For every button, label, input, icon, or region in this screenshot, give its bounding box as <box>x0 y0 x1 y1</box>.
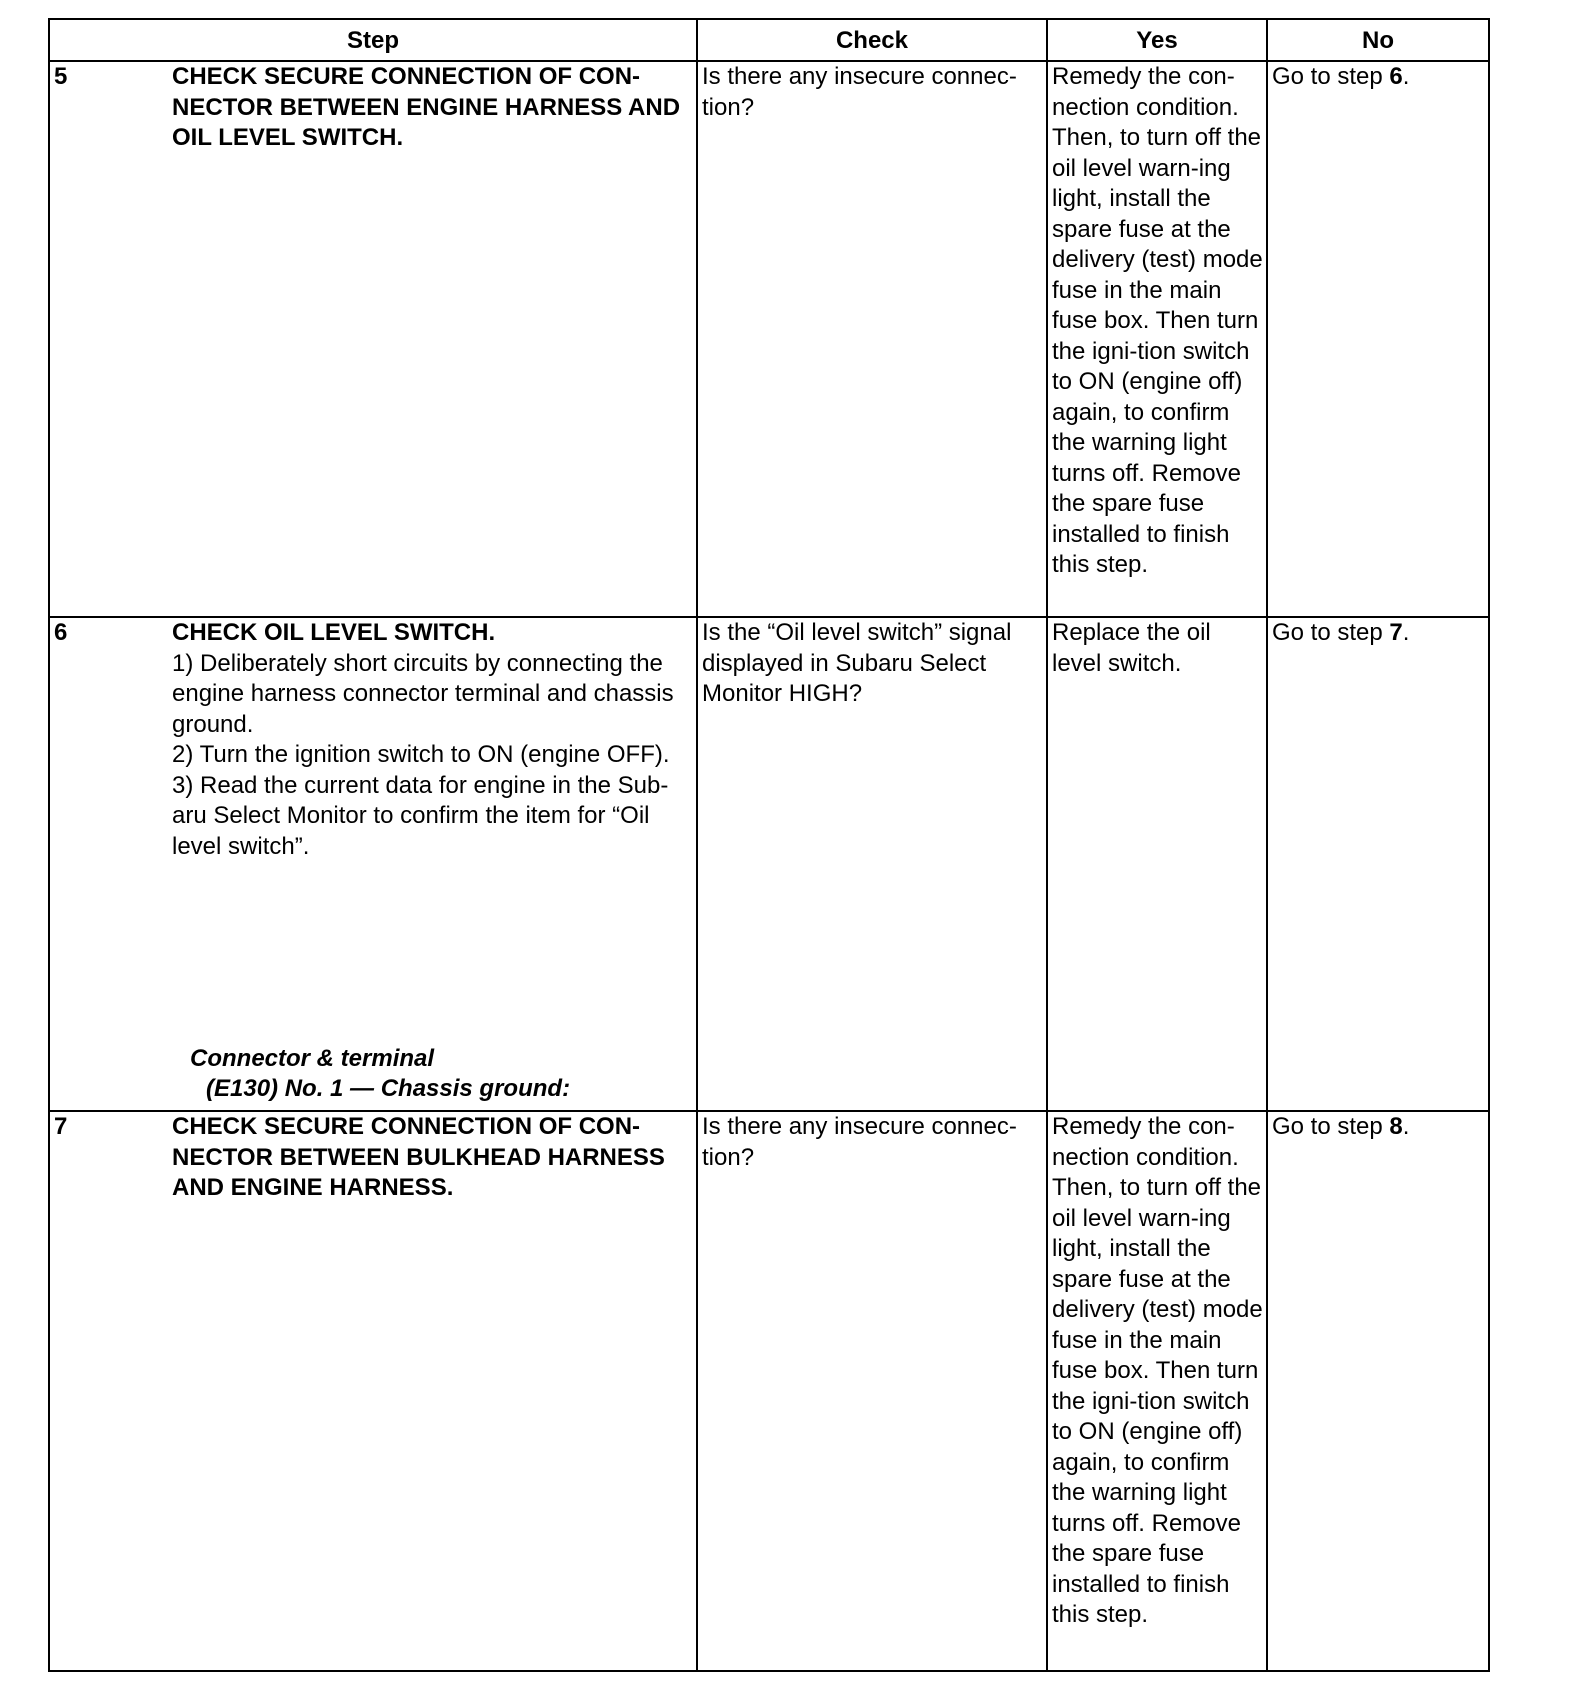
substep: 2) Turn the ignition switch to ON (engine OFF). <box>172 741 670 768</box>
no-action <box>1272 62 1486 93</box>
step-title: CHECK SECURE CONNECTION OF CON-NECTOR BETWEEN BULKHEAD HARNESS AND ENGINE HARNESS. <box>172 1113 665 1201</box>
substep: 1) Deliberately short circuits by connecting the engine harness connector terminal and chassis ground. <box>172 649 674 738</box>
no-action-suffix: . <box>1402 1113 1410 1140</box>
no-action-suffix: . <box>1402 619 1410 646</box>
next-step-number: 8 <box>1389 1113 1403 1140</box>
yes-action: Remedy the con-nection condition. Then, to turn off the oil level warn-ing light, install the spare fuse at the delivery (test) mode fuse in the main fuse box. Then turn the igni-tion switch to ON (engine off) again, to confirm the warning light turns off. Remove the spare fuse installed to finish this step. <box>1052 63 1263 578</box>
next-step-number: 6 <box>1389 63 1403 90</box>
header-step: Step <box>346 27 399 54</box>
connector-label: Connector & terminal <box>190 1045 435 1072</box>
step-title: CHECK OIL LEVEL SWITCH. <box>172 619 496 646</box>
no-action <box>1272 618 1486 649</box>
step-number: 6 <box>54 619 68 646</box>
column-divider <box>696 20 698 1670</box>
step-title: CHECK SECURE CONNECTION OF CON-NECTOR BETWEEN ENGINE HARNESS AND OIL LEVEL SWITCH. <box>172 63 681 151</box>
header-yes: Yes <box>1136 27 1178 54</box>
next-step-number: 7 <box>1389 619 1403 646</box>
substep: 3) Read the current data for engine in the Sub-aru Select Monitor to confirm the item for “Oil level switch”. <box>172 771 669 860</box>
diagnostic-table <box>48 18 1490 1672</box>
yes-action: Replace the oil level switch. <box>1052 619 1211 677</box>
yes-action: Remedy the con-nection condition. Then, to turn off the oil level warn-ing light, install the spare fuse at the delivery (test) mode fuse in the main fuse box. Then turn the igni-tion switch to ON (engine off) again, to confirm the warning light turns off. Remove the spare fuse installed to finish this step. <box>1052 1113 1263 1628</box>
column-divider <box>1046 20 1048 1670</box>
no-action-prefix: Go to step <box>1272 1113 1390 1140</box>
step-number: 5 <box>54 63 68 90</box>
no-action-prefix: Go to step <box>1272 619 1390 646</box>
no-action-suffix: . <box>1402 63 1410 90</box>
connector-value: (E130) No. 1 — Chassis ground: <box>206 1075 571 1102</box>
check-question: Is there any insecure connec-tion? <box>702 1113 1017 1171</box>
check-question: Is there any insecure connec-tion? <box>702 63 1017 121</box>
step-number: 7 <box>54 1113 68 1140</box>
header-no: No <box>1362 27 1394 54</box>
no-action-prefix: Go to step <box>1272 63 1390 90</box>
column-divider <box>1266 20 1268 1670</box>
step-body <box>172 618 694 862</box>
no-action <box>1272 1112 1486 1143</box>
check-question: Is the “Oil level switch” signal displayed in Subaru Select Monitor HIGH? <box>702 619 1012 707</box>
header-check: Check <box>835 27 909 54</box>
